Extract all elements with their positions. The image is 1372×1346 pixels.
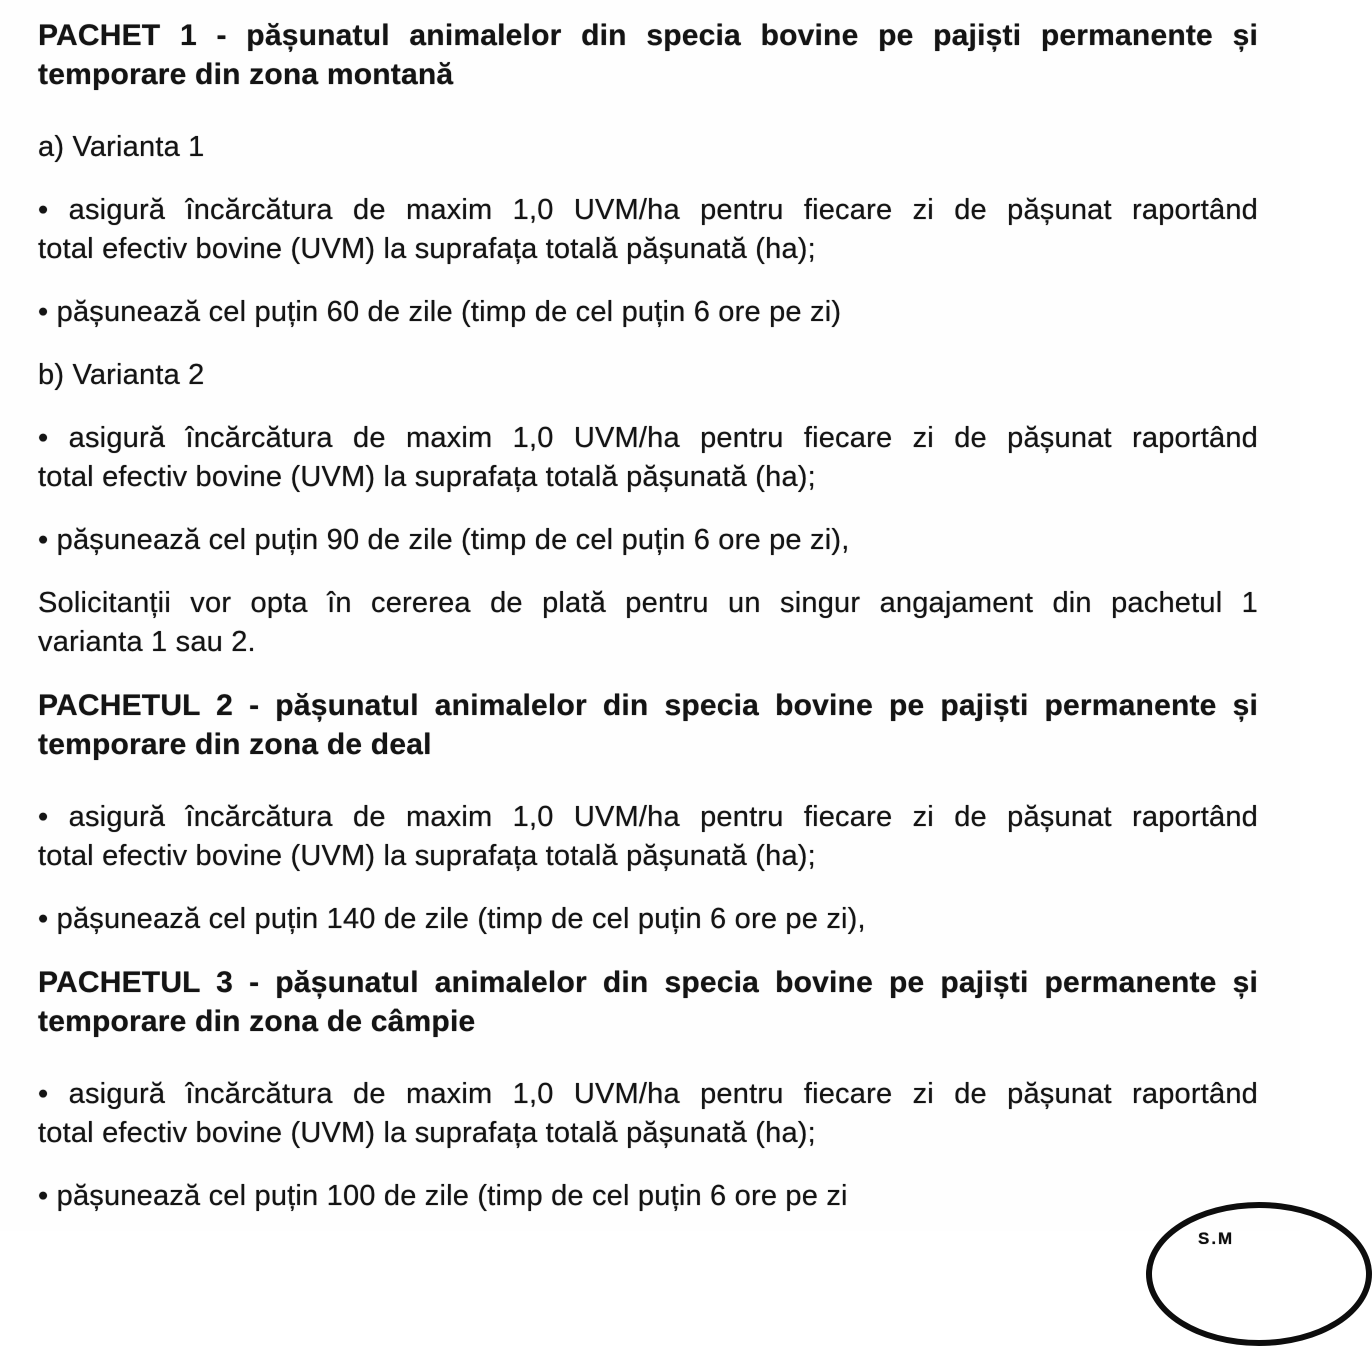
document-sections [38,16,1258,1216]
text-line: • asigură încărcătura de maxim 1,0 UVM/ha pentru fiecare zi de pășunat raportând [38,1078,1258,1110]
text-line: total efectiv bovine (UVM) la suprafața totală pășunată (ha); [38,1117,816,1149]
text-line: • asigură încărcătura de maxim 1,0 UVM/ha pentru fiecare zi de pășunat raportând [38,422,1258,454]
text-line: b) Varianta 2 [38,359,205,391]
bullet-item [38,798,1258,876]
stamp-seal-icon [1146,1202,1372,1346]
bullet-item [38,1177,1258,1216]
bullet-item [38,293,1258,332]
bullet-item [38,1075,1258,1153]
text-line: Solicitanții vor opta în cererea de plată pentru un singur angajament din pachetul 1 [38,587,1258,619]
text-line: temporare din zona montană [38,58,454,91]
text-line: PACHETUL 2 - pășunatul animalelor din specia bovine pe pajiști permanente și [38,689,1258,722]
variant-label [38,356,1258,395]
text-line: • pășunează cel puțin 60 de zile (timp de cel puțin 6 ore pe zi) [38,296,842,328]
text-line: total efectiv bovine (UVM) la suprafața totală pășunată (ha); [38,461,816,493]
section-heading [38,16,1258,94]
text-line: total efectiv bovine (UVM) la suprafața totală pășunată (ha); [38,840,816,872]
text-line: PACHETUL 3 - pășunatul animalelor din specia bovine pe pajiști permanente și [38,966,1258,999]
stamp-text: S.M [1198,1229,1235,1248]
bullet-item [38,521,1258,560]
text-line: • asigură încărcătura de maxim 1,0 UVM/ha pentru fiecare zi de pășunat raportând [38,801,1258,833]
bullet-item [38,419,1258,497]
text-line: • pășunează cel puțin 140 de zile (timp de cel puțin 6 ore pe zi), [38,903,866,935]
section-heading [38,963,1258,1041]
text-line: PACHET 1 - pășunatul animalelor din specia bovine pe pajiști permanente și [38,19,1258,52]
text-line: • asigură încărcătura de maxim 1,0 UVM/ha pentru fiecare zi de pășunat raportând [38,194,1258,226]
text-line: a) Varianta 1 [38,131,205,163]
section-heading [38,686,1258,764]
paragraph [38,584,1258,662]
text-line: total efectiv bovine (UVM) la suprafața totală pășunată (ha); [38,233,816,265]
text-line: • pășunează cel puțin 90 de zile (timp de cel puțin 6 ore pe zi), [38,524,850,556]
text-line: temporare din zona de câmpie [38,1005,476,1038]
text-line: varianta 1 sau 2. [38,626,256,658]
bullet-item [38,900,1258,939]
text-line: • pășunează cel puțin 100 de zile (timp de cel puțin 6 ore pe zi [38,1180,848,1212]
bullet-item [38,191,1258,269]
variant-label [38,128,1258,167]
text-line: temporare din zona de deal [38,728,432,761]
